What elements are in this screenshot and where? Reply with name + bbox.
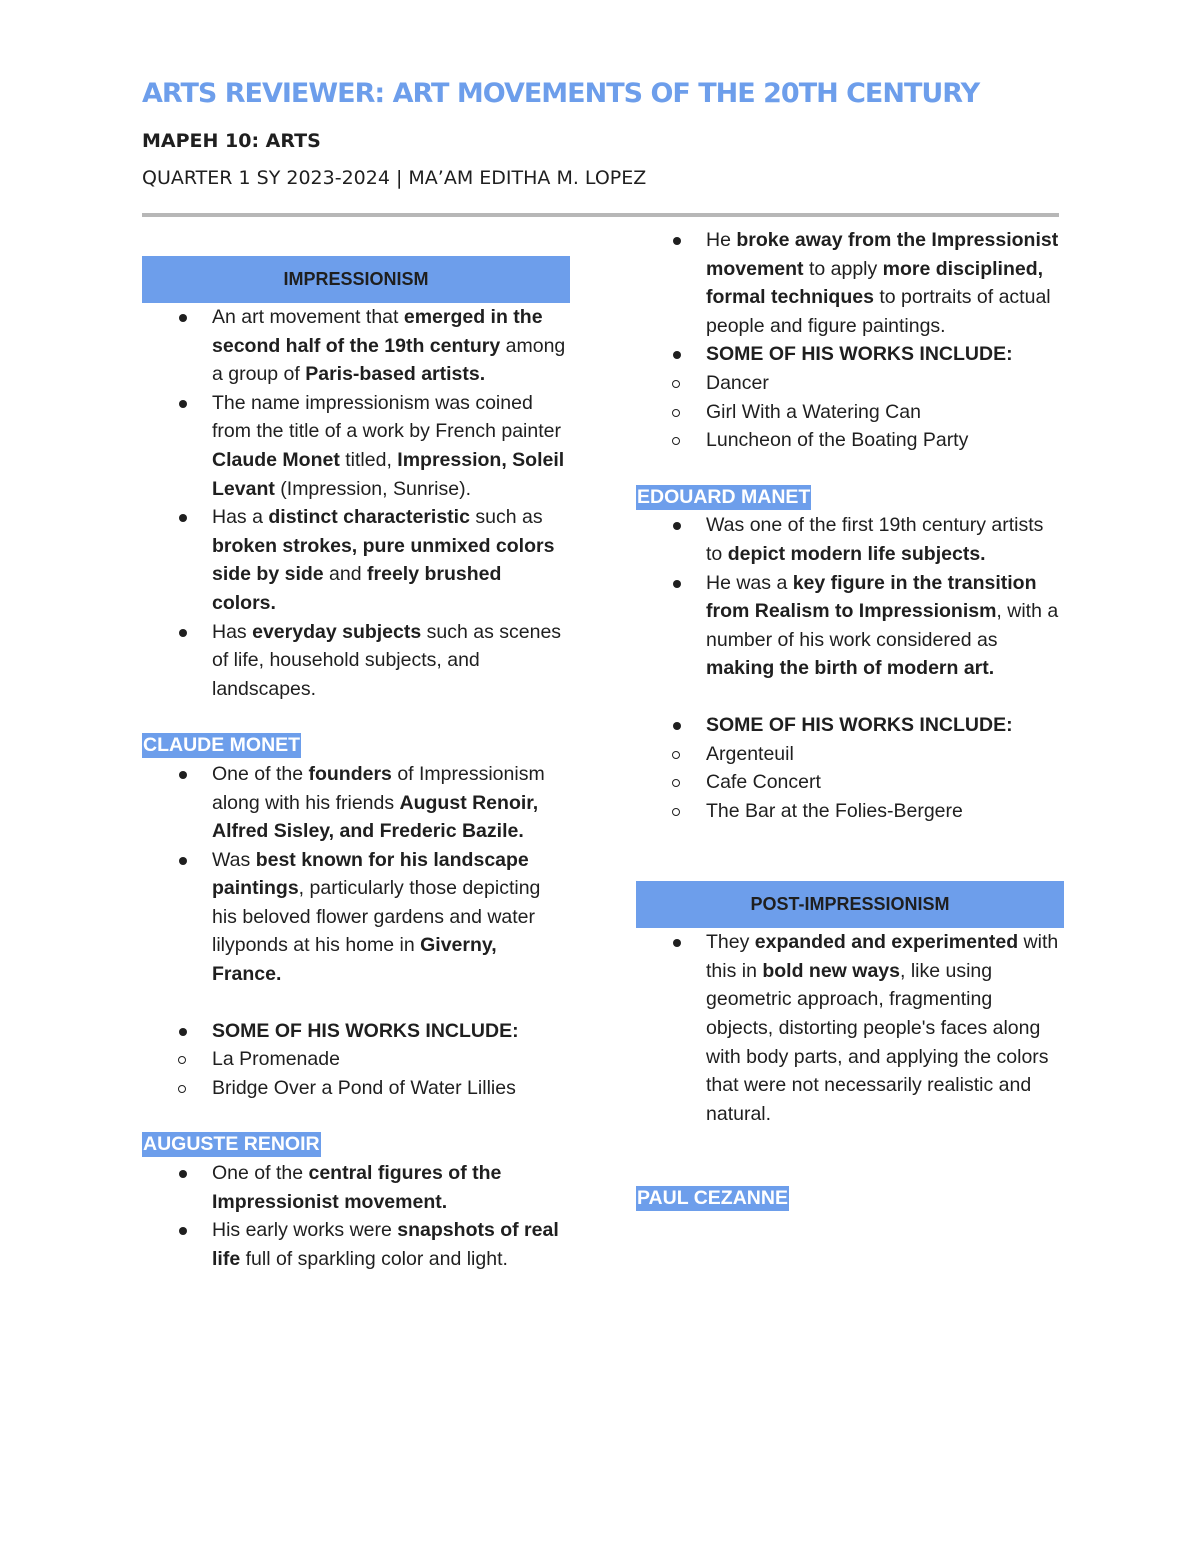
renoir-list-continued (636, 226, 1064, 455)
monet-list (142, 760, 570, 1103)
quarter-teacher-line: QUARTER 1 SY 2023-2024 | MA’AM EDITHA M. LOPEZ (142, 167, 647, 189)
work-item: Luncheon of the Boating Party (636, 426, 1064, 455)
renoir-works-list (636, 369, 1064, 455)
list-item: The name impressionism was coined from the title of a work by French painter Claude Monet titled, Impression, Soleil Levant (Impression, Sunrise). (142, 389, 570, 503)
cezanne-heading: PAUL CEZANNE (637, 1187, 788, 1210)
header-divider (142, 213, 1059, 217)
monet-heading: CLAUDE MONET (143, 734, 301, 757)
document-title: ARTS REVIEWER: ART MOVEMENTS OF THE 20TH CENTURY (142, 78, 980, 109)
work-item: Girl With a Watering Can (636, 398, 1064, 427)
renoir-heading: AUGUSTE RENOIR (143, 1133, 320, 1156)
list-item: Was best known for his landscape paintings, particularly those depicting his beloved flower gardens and water lilyponds at his home in Giverny, France. (142, 846, 570, 989)
left-column (142, 256, 570, 1273)
work-item: Cafe Concert (636, 768, 1064, 797)
list-item: He broke away from the Impressionist movement to apply more disciplined, formal techniques to portraits of actual people and figure paintings. (636, 226, 1064, 340)
monet-works-list (142, 1045, 570, 1102)
list-item: Has everyday subjects such as scenes of life, household subjects, and landscapes. (142, 618, 570, 704)
impressionism-banner: IMPRESSIONISM (142, 256, 570, 303)
manet-heading: EDOUARD MANET (637, 485, 811, 508)
list-item: His early works were snapshots of real life full of sparkling color and light. (142, 1216, 570, 1273)
list-item: He was a key figure in the transition from Realism to Impressionism, with a number of his work considered as making the birth of modern art. (636, 569, 1064, 683)
renoir-list (142, 1159, 570, 1273)
list-item: One of the founders of Impressionism along with his friends August Renoir, Alfred Sisley, and Frederic Bazile. (142, 760, 570, 846)
list-item: Has a distinct characteristic such as broken strokes, pure unmixed colors side by side and freely brushed colors. (142, 503, 570, 617)
post-impressionism-banner: POST-IMPRESSIONISM (636, 881, 1064, 928)
right-column (636, 226, 1064, 1213)
post-impressionism-list (636, 928, 1064, 1128)
list-item: SOME OF HIS WORKS INCLUDE: Argenteuil Cafe Concert The Bar at the Folies-Bergere (636, 711, 1064, 825)
impressionism-list (142, 303, 570, 703)
work-item: La Promenade (142, 1045, 570, 1074)
list-item: Was one of the first 19th century artists to depict modern life subjects. (636, 511, 1064, 568)
work-item: Argenteuil (636, 740, 1064, 769)
list-item: SOME OF HIS WORKS INCLUDE: Dancer Girl With a Watering Can Luncheon of the Boating Party (636, 340, 1064, 454)
subject-heading: MAPEH 10: ARTS (142, 130, 321, 152)
work-item: Bridge Over a Pond of Water Lillies (142, 1074, 570, 1103)
work-item: The Bar at the Folies-Bergere (636, 797, 1064, 826)
list-item: SOME OF HIS WORKS INCLUDE: La Promenade Bridge Over a Pond of Water Lillies (142, 1017, 570, 1103)
work-item: Dancer (636, 369, 1064, 398)
list-item: One of the central figures of the Impressionist movement. (142, 1159, 570, 1216)
manet-works-list (636, 740, 1064, 826)
list-item: They expanded and experimented with this in bold new ways, like using geometric approach, fragmenting objects, distorting people's faces along with body parts, and applying the colors that were not necessarily realistic and natural. (636, 928, 1064, 1128)
list-item: An art movement that emerged in the second half of the 19th century among a group of Paris-based artists. (142, 303, 570, 389)
manet-list (636, 511, 1064, 825)
